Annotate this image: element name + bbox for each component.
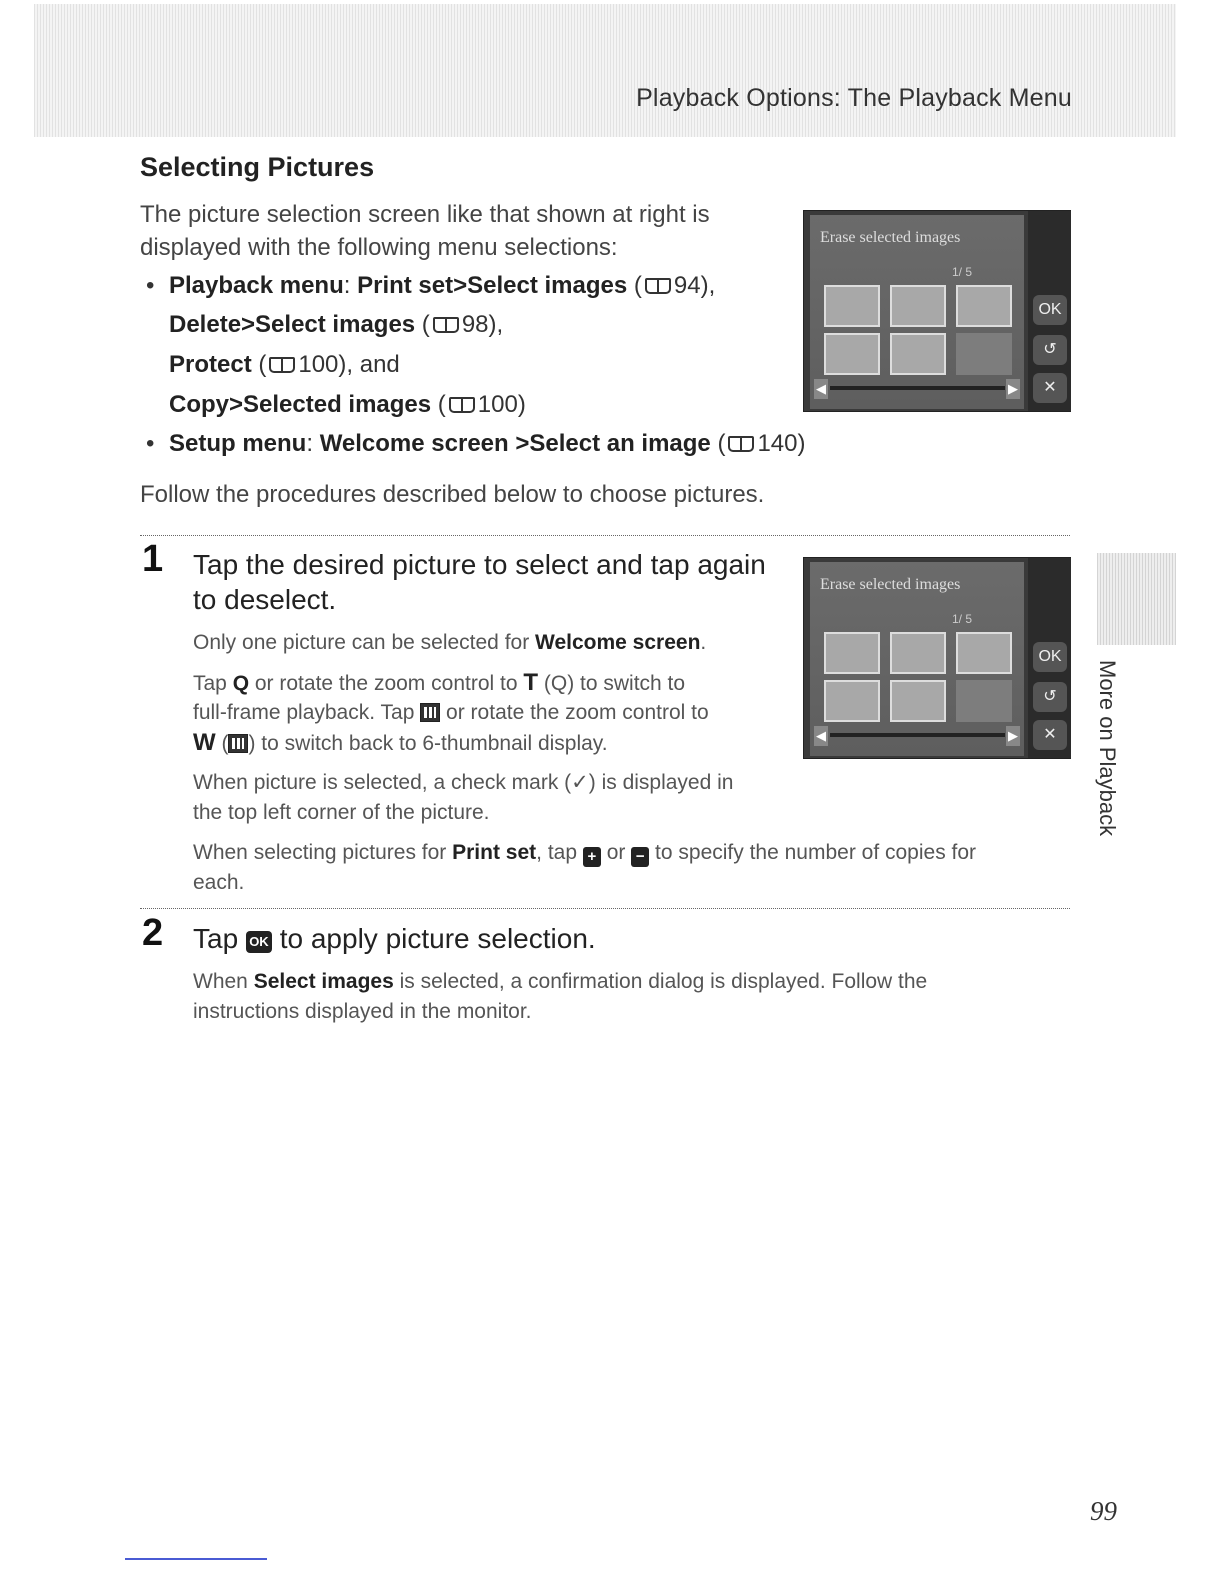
intro-line-1: The picture selection screen like that shown at right is: [140, 201, 710, 228]
footer-rule: [125, 1558, 267, 1560]
text: Tap: [193, 923, 246, 954]
bullet1-line2: [169, 311, 503, 339]
camera-screen-counter: 1/ 5: [952, 612, 973, 626]
step1-note4-line1: [193, 838, 976, 868]
ref-open: (: [415, 311, 430, 338]
thumbnail-empty: [956, 680, 1012, 722]
step2-note-line2: instructions displayed in the monitor.: [193, 1000, 532, 1023]
side-tab-label: [1094, 660, 1134, 840]
undo-icon: ↺: [1033, 682, 1067, 712]
side-tab-marker: [1097, 553, 1176, 645]
prev-arrow-icon: ◀: [814, 379, 828, 399]
camera-screen-title: Erase selected images: [820, 229, 961, 246]
minus-icon: −: [631, 847, 649, 867]
camera-screen-main: [810, 562, 1024, 756]
text: or: [600, 841, 632, 864]
sep: :: [306, 430, 320, 457]
text: Only one picture can be selected for: [193, 631, 536, 654]
scroll-bar: [830, 386, 1005, 390]
text: to apply picture selection.: [271, 923, 596, 954]
bold-text: Select images: [253, 970, 394, 993]
next-arrow-icon: ▶: [1006, 726, 1020, 746]
header-title: Playback Options: The Playback Menu: [636, 84, 1072, 112]
step1-note3-line1: When picture is selected, a check mark (✓) is displayed in: [193, 771, 734, 794]
bullet2-line: [169, 430, 806, 458]
page-ref: 98),: [461, 311, 504, 338]
bullet1-line3: [169, 351, 400, 379]
step1-heading-line2: to deselect.: [193, 584, 337, 615]
step1-heading-line1: Tap the desired picture to select and tap again: [193, 549, 766, 580]
intro-line-2: displayed with the following menu selections:: [140, 234, 618, 261]
bold-text: Welcome screen: [535, 631, 701, 654]
side-tab-text: More on Playback: [1095, 660, 1120, 837]
header-band: [34, 4, 1176, 137]
zoom-icon: Q: [232, 672, 250, 695]
menu-name: Playback menu: [169, 272, 344, 299]
step2-heading: [193, 921, 596, 956]
menu-item: Copy>Selected images: [169, 391, 432, 418]
page-number: 99: [1090, 1496, 1117, 1526]
prev-arrow-icon: ◀: [814, 726, 828, 746]
thumbnail-icon: [228, 734, 248, 753]
thumbnail-image: [890, 285, 946, 327]
thumbnail-image: [824, 285, 880, 327]
text: or rotate the zoom control to: [440, 701, 709, 724]
camera-screen-main: [810, 215, 1024, 409]
thumbnail-icon: [420, 703, 440, 722]
thumbnail-empty: [956, 333, 1012, 375]
plus-icon: +: [583, 847, 601, 867]
thumbnail-image: [956, 285, 1012, 327]
step2-note-line1: [193, 967, 927, 997]
divider: [140, 908, 1070, 909]
sep: :: [343, 272, 358, 299]
step1-note3-line2: the top left corner of the picture.: [193, 801, 490, 824]
menu-name: Setup menu: [169, 430, 307, 457]
step1-note4-line2: each.: [193, 871, 245, 894]
text: is selected, a confirmation dialog is displayed. Follow the: [393, 970, 928, 993]
text: Tap: [193, 672, 233, 695]
section-title: Selecting Pictures: [140, 152, 375, 182]
thumbnail-image: [824, 333, 880, 375]
camera-screen-title: Erase selected images: [820, 576, 961, 593]
page-ref: 100), and: [298, 351, 400, 378]
ref-open: (: [431, 391, 446, 418]
page-ref: 140): [757, 430, 806, 457]
bold-text: Print set: [452, 841, 537, 864]
thumbnail-image: [824, 632, 880, 674]
camera-screen-illustration: [803, 557, 1071, 759]
menu-item: Welcome screen >Select an image: [319, 430, 711, 457]
close-icon: ✕: [1033, 720, 1067, 750]
menu-item: Print set>Select images: [357, 272, 628, 299]
text: (: [215, 732, 229, 755]
text: to specify the number of copies for: [649, 841, 977, 864]
ref-open: (: [627, 272, 642, 299]
thumbnail-image: [890, 632, 946, 674]
scroll-bar: [830, 733, 1005, 737]
book-icon: [269, 357, 295, 373]
text: or rotate the zoom control to: [249, 672, 524, 695]
follow-text: Follow the procedures described below to choose pictures.: [140, 481, 765, 508]
bold-text: W: [193, 729, 216, 756]
bullet-dot: •: [146, 430, 155, 457]
step-number: 1: [142, 538, 164, 580]
divider: [140, 535, 1070, 536]
thumbnail-image: [890, 333, 946, 375]
text: , tap: [536, 841, 583, 864]
text: full-frame playback. Tap: [193, 701, 421, 724]
ok-button-icon: OK: [1033, 642, 1067, 672]
book-icon: [645, 278, 671, 294]
step1-note1: [193, 628, 706, 658]
ref-open: (: [251, 351, 267, 378]
text: .: [700, 631, 707, 654]
thumbnail-image: [890, 680, 946, 722]
book-icon: [433, 317, 459, 333]
step-number: 2: [142, 912, 164, 954]
ref-open: (: [710, 430, 726, 457]
bullet1-line4: [169, 391, 526, 419]
bullet1-line1: [169, 272, 715, 300]
text: (Q) to switch to: [538, 672, 686, 695]
book-icon: [449, 397, 475, 413]
page-ref: 94),: [673, 272, 716, 299]
close-icon: ✕: [1033, 373, 1067, 403]
thumbnail-image: [956, 632, 1012, 674]
text: ) to switch back to 6-thumbnail display.: [248, 732, 608, 755]
menu-item: Protect: [169, 351, 252, 378]
ok-button-icon: OK: [1033, 295, 1067, 325]
text: When: [193, 970, 254, 993]
book-icon: [728, 436, 754, 452]
camera-screen-illustration: [803, 210, 1071, 412]
bullet-dot: •: [146, 272, 155, 299]
camera-screen-counter: 1/ 5: [952, 265, 973, 279]
step1-note2-line2: [193, 698, 709, 728]
thumbnail-image: [824, 680, 880, 722]
next-arrow-icon: ▶: [1006, 379, 1020, 399]
undo-icon: ↺: [1033, 335, 1067, 365]
step1-note2-line3: [193, 728, 608, 759]
bold-text: T: [523, 669, 539, 696]
page-ref: 100): [477, 391, 526, 418]
step1-note2-line1: [193, 668, 685, 699]
ok-icon: OK: [246, 931, 272, 953]
text: When selecting pictures for: [193, 841, 453, 864]
menu-item: Delete>Select images: [169, 311, 416, 338]
